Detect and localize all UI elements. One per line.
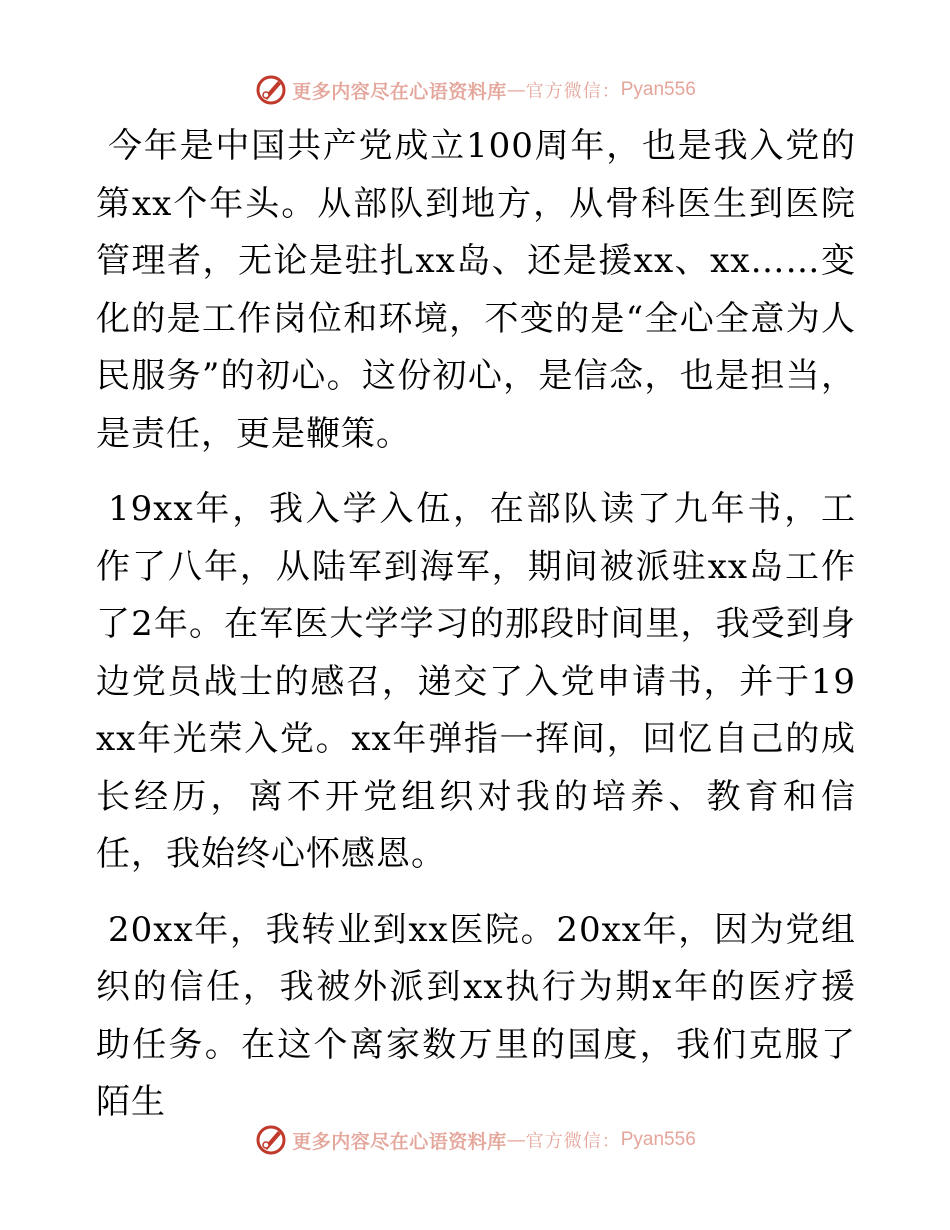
header-wechat-id: Pyan556	[620, 79, 696, 100]
header-watermark	[0, 70, 950, 110]
document-body	[96, 118, 856, 1150]
logo-icon	[254, 1123, 288, 1157]
footer-watermark	[0, 1120, 950, 1160]
header-brand-text: 更多内容尽在心语资料库	[292, 80, 507, 103]
footer-brand-text: 更多内容尽在心语资料库	[292, 1130, 507, 1153]
paragraph-3: 20xx年，我转业到xx医院。20xx年，因为党组织的信任，我被外派到xx执行为期x年的医疗援助任务。在这个离家数万里的国度，我们克服了陌生	[96, 909, 856, 1122]
footer-wechat-id: Pyan556	[620, 1129, 696, 1150]
footer-wechat-label: 官方微信：	[525, 1131, 621, 1152]
logo-icon	[254, 73, 288, 107]
paragraph-1: 今年是中国共产党成立100周年，也是我入党的第xx个年头。从部队到地方，从骨科医生到医院管理者，无论是驻扎xx岛、还是援xx、xx……变化的是工作岗位和环境，不变的是“全心全意为人民服务”的初心。这份初心，是信念，也是担当，是责任，更是鞭策。	[96, 126, 856, 454]
paragraph-2: 19xx年，我入学入伍，在部队读了九年书，工作了八年，从陆军到海军，期间被派驻xx岛工作了2年。在军医大学学习的那段时间里，我受到身边党员战士的感召，递交了入党申请书，并于19xx年光荣入党。xx年弹指一挥间，回忆自己的成长经历，离不开党组织对我的培养、教育和信任，我始终心怀感恩。	[96, 489, 856, 874]
header-wechat-label: 官方微信：	[525, 81, 621, 102]
header-dash: —	[506, 79, 526, 101]
footer-dash: —	[506, 1129, 526, 1151]
